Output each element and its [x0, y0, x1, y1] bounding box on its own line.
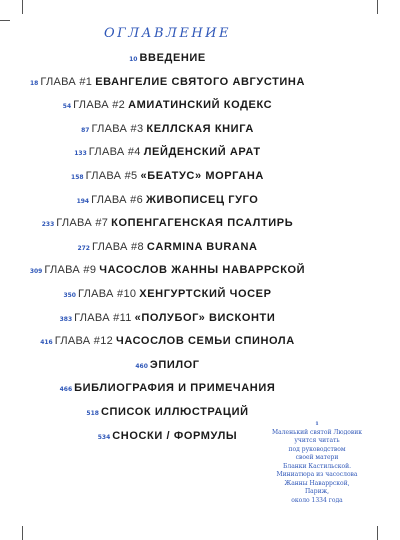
- crop-mark-bottom-right: [377, 526, 378, 540]
- toc-title: СПИСОК ИЛЛЮСТРАЦИЙ: [100, 405, 249, 418]
- toc-page-number: 233: [41, 221, 55, 229]
- toc-entry[interactable]: [0, 99, 335, 123]
- toc-entry[interactable]: [0, 123, 335, 147]
- toc-title: ЧАСОСЛОВ СЕМЬИ СПИНОЛА: [116, 335, 295, 348]
- toc-title: «ПОЛУБОГ» ВИСКОНТИ: [134, 311, 276, 324]
- toc-title: КОПЕНГАГЕНСКАЯ ПСАЛТИРЬ: [111, 217, 294, 230]
- toc-page-number: 272: [77, 244, 90, 252]
- crop-mark-top-left: [22, 0, 23, 14]
- toc-chapter-label: ГЛАВА #8: [91, 240, 144, 253]
- toc-page-number: 18: [29, 79, 39, 87]
- caption-line: учится читать: [294, 437, 340, 444]
- toc-chapter-label: ГЛАВА #12: [54, 335, 114, 348]
- toc-title: СНОСКИ / ФОРМУЛЫ: [112, 429, 238, 442]
- toc-chapter-label: ГЛАВА #10: [77, 287, 137, 300]
- toc-chapter-label: ГЛАВА #5: [85, 169, 138, 182]
- toc-page-number: 54: [62, 103, 72, 111]
- toc-entry[interactable]: [0, 335, 335, 359]
- toc-entry[interactable]: [0, 146, 335, 170]
- toc-page-number: 383: [59, 315, 73, 323]
- toc-title: КЕЛЛСКАЯ КНИГА: [146, 122, 254, 135]
- caption-line: своей матери: [295, 454, 339, 461]
- toc-page-number: 466: [59, 386, 73, 394]
- toc-chapter-label: ГЛАВА #3: [91, 122, 144, 135]
- toc-title: ЕВАНГЕЛИЕ СВЯТОГО АВГУСТИНА: [95, 75, 306, 88]
- toc-title: ЛЕЙДЕНСКИЙ АРАТ: [143, 146, 261, 159]
- toc-chapter-label: ГЛАВА #6: [91, 193, 144, 206]
- toc-title: CARMINA BURANA: [146, 240, 258, 253]
- toc-page-number: 518: [86, 409, 99, 417]
- toc-entry[interactable]: [0, 170, 335, 194]
- crop-mark-top-right: [377, 0, 378, 14]
- toc-title: БИБЛИОГРАФИЯ И ПРИМЕЧАНИЯ: [74, 382, 276, 395]
- toc-title: АМИАТИНСКИЙ КОДЕКС: [128, 99, 273, 112]
- table-of-contents: [0, 52, 335, 453]
- caption-line: Жанны Наваррской,: [284, 479, 350, 487]
- toc-entry[interactable]: [0, 241, 335, 265]
- caption-text: [262, 429, 372, 506]
- toc-title: «БЕАТУС» МОРГАНА: [140, 169, 264, 182]
- caption-line: Маленький святой Людовик: [271, 428, 363, 436]
- toc-chapter-label: ГЛАВА #9: [44, 264, 97, 277]
- toc-chapter-label: ГЛАВА #7: [56, 217, 109, 230]
- toc-page-number: 534: [97, 433, 111, 441]
- crop-mark-left-mid: [0, 20, 10, 21]
- caption-line: Бланки Кастильской.: [282, 462, 352, 470]
- toc-title: ХЕНГУРТСКИЙ ЧОСЕР: [139, 287, 272, 300]
- caption-line: около 1334 года: [291, 496, 343, 504]
- toc-title: ЧАСОСЛОВ ЖАННЫ НАВАРРСКОЙ: [99, 264, 306, 277]
- toc-page-number: 87: [81, 126, 90, 134]
- toc-entry[interactable]: [0, 288, 335, 312]
- toc-entry[interactable]: [0, 52, 335, 76]
- toc-chapter-label: ГЛАВА #2: [73, 99, 126, 112]
- toc-page-number: 194: [76, 197, 90, 205]
- toc-chapter-label: ГЛАВА #4: [88, 146, 141, 159]
- toc-entry[interactable]: [0, 76, 335, 100]
- toc-page-number: 133: [74, 150, 87, 158]
- caption-line: Париж,: [304, 488, 330, 495]
- crop-mark-bottom-left: [22, 526, 23, 540]
- toc-page-number: 416: [40, 339, 53, 347]
- toc-entry[interactable]: [0, 312, 335, 336]
- caption-line: Миниатюра из часослова: [276, 471, 358, 478]
- toc-page-number: 350: [63, 291, 76, 299]
- toc-page-number: 10: [129, 56, 138, 63]
- toc-entry[interactable]: [0, 217, 335, 241]
- toc-page-number: 309: [29, 268, 43, 276]
- caption-line: под руководством: [288, 445, 346, 453]
- toc-chapter-label: ГЛАВА #11: [74, 311, 132, 324]
- illustration-caption: [262, 420, 372, 505]
- toc-entry[interactable]: [0, 359, 335, 383]
- toc-title: ЭПИЛОГ: [149, 358, 200, 371]
- toc-title: ВВЕДЕНИЕ: [139, 52, 206, 64]
- toc-entry[interactable]: [0, 194, 335, 218]
- toc-entry[interactable]: [0, 382, 335, 406]
- toc-entry[interactable]: [0, 264, 335, 288]
- toc-page-number: 158: [71, 173, 84, 181]
- toc-chapter-label: ГЛАВА #1: [40, 75, 93, 88]
- toc-title: ЖИВОПИСЕЦ ГУГО: [146, 193, 259, 206]
- toc-heading: ОГЛАВЛЕНИЕ: [103, 26, 231, 41]
- caption-number: 1: [315, 421, 319, 427]
- toc-page-number: 460: [135, 362, 148, 370]
